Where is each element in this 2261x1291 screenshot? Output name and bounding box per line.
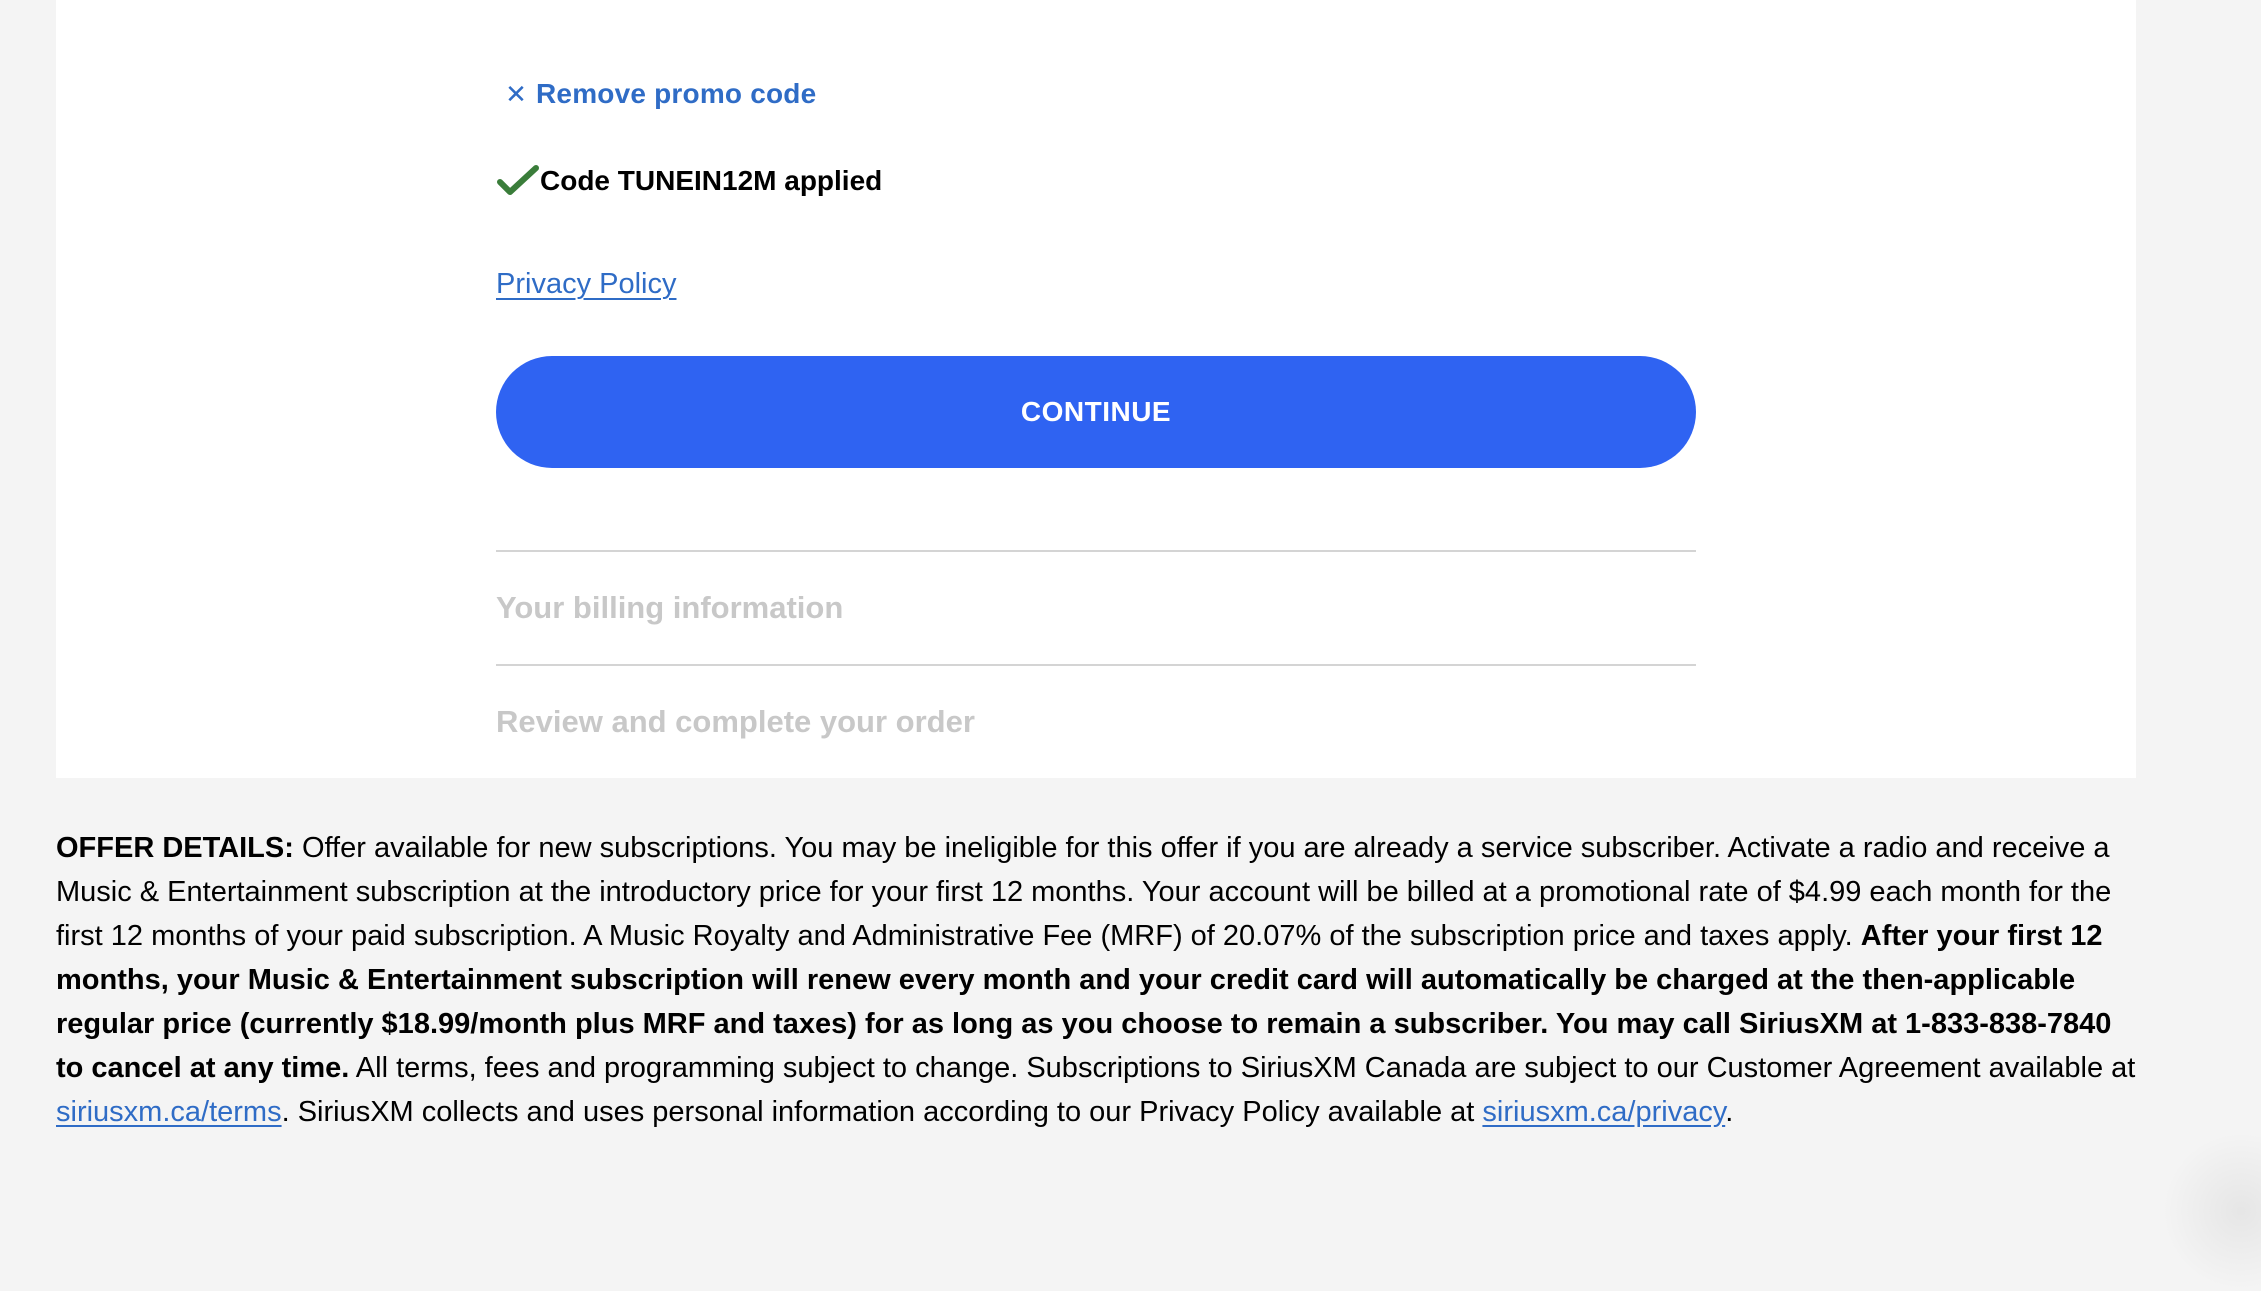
- promo-applied-label: Code TUNEIN12M applied: [540, 165, 883, 196]
- promo-applied-status: [496, 164, 882, 198]
- terms-link[interactable]: siriusxm.ca/terms: [56, 1096, 282, 1128]
- offer-details-heading: OFFER DETAILS:: [56, 832, 294, 864]
- checkout-card: [56, 0, 2136, 778]
- remove-promo-code-link[interactable]: [496, 78, 816, 110]
- divider: [496, 550, 1696, 552]
- privacy-policy-link[interactable]: Privacy Policy: [496, 268, 677, 300]
- offer-renewal-terms: After your first 12 months, your Music & Entertainment subscription will renew every month and your credit card will automatically be charged at the then-applicable regular price (currently $18.99/month plus MRF and taxes) for as long as you choose to remain a subscriber. You may call SiriusXM at 1-833-838-7840 to cancel at any time.: [56, 920, 2112, 1084]
- divider: [496, 664, 1696, 666]
- offer-text: . SiriusXM collects and uses personal information according to our Privacy Policy available at: [281, 1096, 1483, 1128]
- offer-details: [56, 826, 2146, 1134]
- step-billing-information: Your billing information: [496, 590, 844, 625]
- remove-promo-label[interactable]: Remove promo code: [536, 78, 817, 109]
- offer-text: Offer available for new subscriptions. You may be ineligible for this offer if you are already a service subscriber. Activate a radio and receive a Music & Entertainment subscription at the introductory price for your first 12 months. Your account will be billed at a promotional rate of $4.99 each month for the first 12 months of your paid subscription. A Music Royalty and Administrative Fee (MRF) of 20.07% of the subscription price and taxes apply.: [56, 832, 2112, 952]
- corner-shadow: [2161, 1131, 2261, 1291]
- continue-button[interactable]: CONTINUE: [496, 356, 1696, 468]
- privacy-url-link[interactable]: siriusxm.ca/privacy: [1482, 1096, 1726, 1128]
- close-icon[interactable]: ✕: [505, 79, 527, 109]
- offer-text: All terms, fees and programming subject to change. Subscriptions to SiriusXM Canada are subject to our Customer Agreement available at: [349, 1052, 2136, 1084]
- checkmark-icon: [496, 164, 540, 198]
- step-review-order: Review and complete your order: [496, 704, 975, 739]
- offer-text: .: [1725, 1096, 1734, 1128]
